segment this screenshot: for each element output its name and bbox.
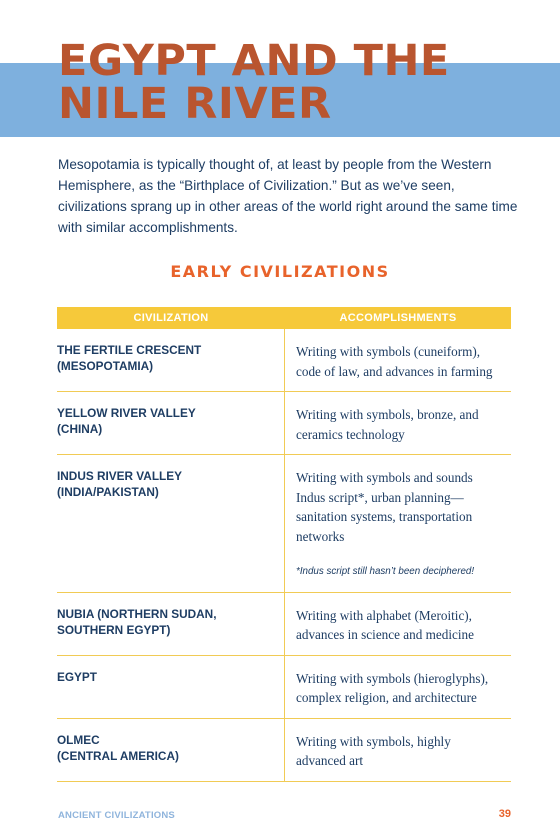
page-title-line-1: EGYPT AND THE bbox=[58, 36, 450, 86]
civilization-name-line: EGYPT bbox=[57, 669, 97, 684]
civilization-cell bbox=[57, 455, 285, 592]
civilization-name-line: OLMEC bbox=[57, 732, 100, 747]
page-number: 39 bbox=[498, 808, 511, 820]
intro-paragraph: Mesopotamia is typically thought of, at least by people from the Western Hemisphere, as the “Birthplace of Civilization.” But as we’ve seen, civilizations sprang up in other areas of the world right around the same time with similar accomplishments. bbox=[58, 157, 518, 235]
civilization-cell bbox=[57, 593, 285, 655]
accomplishment-line: Writing with symbols and sounds bbox=[296, 470, 473, 485]
civilization-cell bbox=[57, 656, 285, 718]
footnote: *Indus script still hasn’t been deciphered! bbox=[296, 566, 475, 577]
table-row bbox=[57, 656, 511, 719]
civilization-name-line: (MESOPOTAMIA) bbox=[57, 359, 154, 373]
table-header bbox=[57, 307, 511, 329]
accomplishment-line: Writing with symbols (cuneiform), bbox=[296, 344, 481, 359]
table-row bbox=[57, 455, 511, 593]
accomplishment-line: advanced art bbox=[296, 753, 363, 768]
accomplishment-line: Writing with alphabet (Meroitic), bbox=[296, 607, 472, 623]
civilization-name-line: NUBIA (NORTHERN SUDAN, bbox=[57, 606, 217, 621]
civilization-cell bbox=[57, 719, 285, 781]
table-row bbox=[57, 392, 511, 455]
accomplishments-cell bbox=[285, 392, 511, 454]
column-header-civilization: CIVILIZATION bbox=[133, 312, 209, 324]
accomplishment-line: Writing with symbols, bronze, and bbox=[296, 407, 479, 422]
accomplishment-line: code of law, and advances in farming bbox=[296, 363, 493, 379]
accomplishment-line: complex religion, and architecture bbox=[296, 690, 477, 705]
civilization-name-line: (INDIA/PAKISTAN) bbox=[57, 485, 159, 499]
accomplishments-cell bbox=[285, 329, 511, 391]
accomplishments-cell bbox=[285, 719, 511, 781]
table-row bbox=[57, 593, 511, 656]
accomplishment-line: Writing with symbols, highly bbox=[296, 733, 451, 749]
accomplishment-line: Writing with symbols (hieroglyphs), bbox=[296, 670, 489, 686]
table-row bbox=[57, 719, 511, 782]
civilization-cell bbox=[57, 329, 285, 391]
civilization-name-line: SOUTHERN EGYPT) bbox=[57, 622, 171, 637]
accomplishment-line: networks bbox=[296, 528, 345, 544]
civilization-name-line: (CHINA) bbox=[57, 422, 103, 436]
page-title bbox=[58, 36, 528, 129]
accomplishments-cell bbox=[285, 656, 511, 718]
page-title-line-2: NILE RIVER bbox=[58, 79, 332, 129]
civilization-name-line: INDUS RIVER VALLEY bbox=[57, 469, 182, 483]
civilization-name-line: (CENTRAL AMERICA) bbox=[57, 748, 179, 763]
table-body bbox=[57, 329, 511, 782]
column-header-accomplishments: ACCOMPLISHMENTS bbox=[339, 312, 457, 324]
accomplishments-cell bbox=[285, 593, 511, 655]
table-row bbox=[57, 329, 511, 392]
civilization-cell bbox=[57, 392, 285, 454]
accomplishment-line: sanitation systems, transportation bbox=[296, 509, 473, 524]
civilization-name-line: THE FERTILE CRESCENT bbox=[57, 343, 202, 357]
civilizations-table bbox=[57, 307, 511, 782]
accomplishment-line: Indus script*, urban planning— bbox=[296, 489, 464, 505]
accomplishments-cell bbox=[285, 455, 511, 592]
table-title: EARLY CIVILIZATIONS bbox=[170, 262, 390, 281]
civilization-name-line: YELLOW RIVER VALLEY bbox=[57, 406, 196, 420]
accomplishment-line: advances in science and medicine bbox=[296, 627, 474, 642]
book-title: ANCIENT CIVILIZATIONS bbox=[58, 810, 175, 821]
accomplishment-line: ceramics technology bbox=[296, 426, 405, 442]
